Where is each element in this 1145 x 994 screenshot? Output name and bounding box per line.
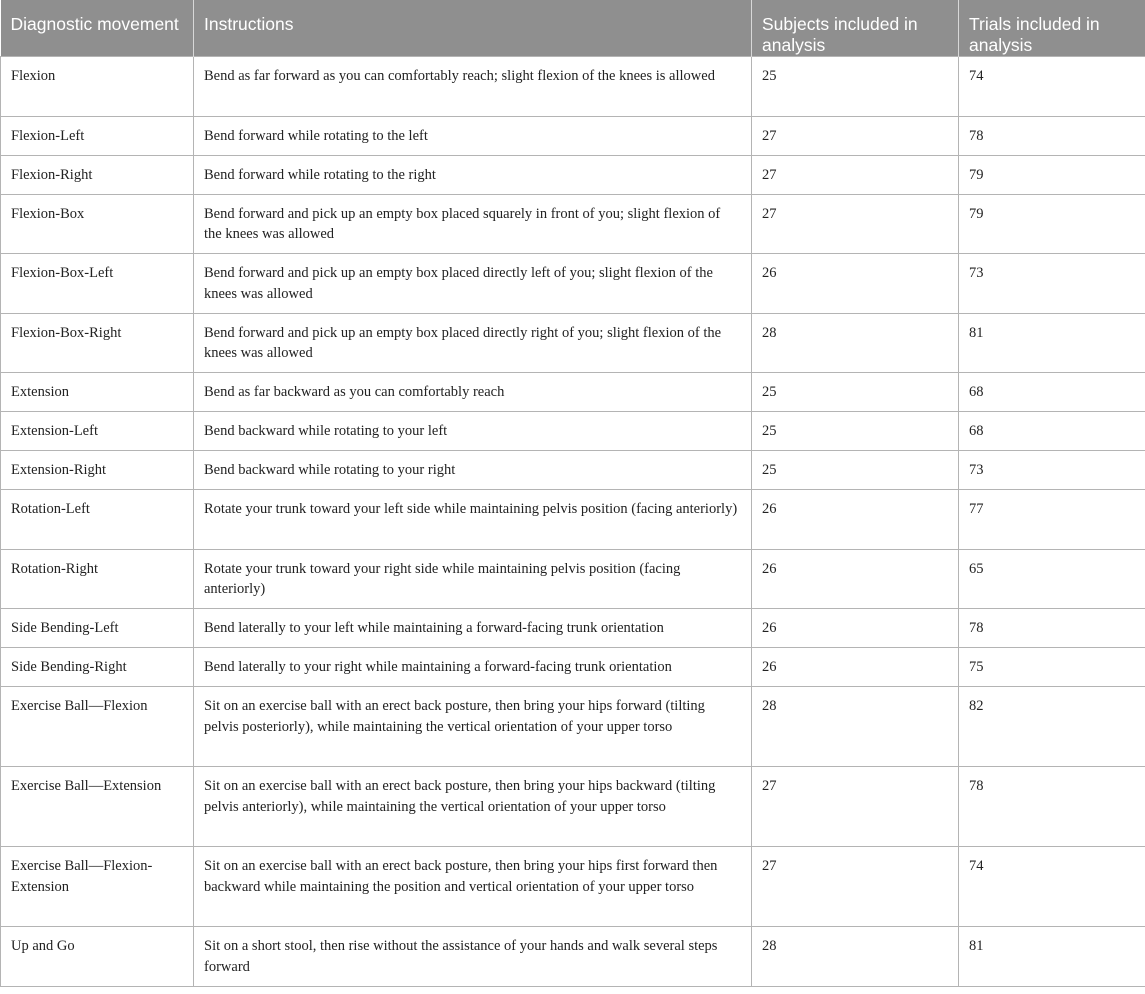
cell-movement: Exercise Ball—Flexion bbox=[1, 687, 194, 767]
cell-trials: 74 bbox=[959, 847, 1145, 927]
table-body bbox=[1, 57, 1145, 987]
table-row bbox=[1, 412, 1145, 451]
cell-movement: Side Bending-Right bbox=[1, 648, 194, 687]
cell-trials: 75 bbox=[959, 648, 1145, 687]
table-row bbox=[1, 116, 1145, 155]
cell-movement: Flexion-Box-Left bbox=[1, 254, 194, 314]
cell-instructions: Bend laterally to your right while maintaining a forward-facing trunk orientation bbox=[194, 648, 752, 687]
cell-instructions: Bend forward and pick up an empty box placed directly left of you; slight flexion of the knees was allowed bbox=[194, 254, 752, 314]
table-header bbox=[1, 0, 1145, 57]
table-row bbox=[1, 927, 1145, 987]
cell-movement: Up and Go bbox=[1, 927, 194, 987]
cell-movement: Flexion-Box-Right bbox=[1, 313, 194, 373]
cell-subjects: 26 bbox=[752, 648, 959, 687]
table-row bbox=[1, 254, 1145, 314]
cell-subjects: 27 bbox=[752, 155, 959, 194]
cell-instructions: Sit on an exercise ball with an erect back posture, then bring your hips forward (tilting pelvis posteriorly), while maintaining the vertical orientation of your upper torso bbox=[194, 687, 752, 767]
cell-subjects: 26 bbox=[752, 254, 959, 314]
header-trials: Trials included in analysis bbox=[959, 0, 1145, 57]
cell-instructions: Bend backward while rotating to your right bbox=[194, 451, 752, 490]
cell-trials: 73 bbox=[959, 254, 1145, 314]
cell-trials: 68 bbox=[959, 373, 1145, 412]
cell-movement: Flexion-Left bbox=[1, 116, 194, 155]
cell-instructions: Bend backward while rotating to your left bbox=[194, 412, 752, 451]
cell-instructions: Sit on an exercise ball with an erect back posture, then bring your hips first forward then backward while maintaining the position and vertical orientation of your upper torso bbox=[194, 847, 752, 927]
cell-trials: 78 bbox=[959, 116, 1145, 155]
cell-movement: Rotation-Right bbox=[1, 549, 194, 609]
cell-trials: 81 bbox=[959, 313, 1145, 373]
cell-movement: Rotation-Left bbox=[1, 490, 194, 550]
table-row bbox=[1, 609, 1145, 648]
cell-trials: 74 bbox=[959, 57, 1145, 117]
cell-instructions: Bend laterally to your left while maintaining a forward-facing trunk orientation bbox=[194, 609, 752, 648]
cell-subjects: 27 bbox=[752, 767, 959, 847]
header-diagnostic-movement: Diagnostic movement bbox=[1, 0, 194, 57]
cell-subjects: 25 bbox=[752, 412, 959, 451]
cell-trials: 68 bbox=[959, 412, 1145, 451]
table-row bbox=[1, 451, 1145, 490]
table-row bbox=[1, 847, 1145, 927]
header-row bbox=[1, 0, 1145, 57]
cell-movement: Extension bbox=[1, 373, 194, 412]
cell-instructions: Bend forward while rotating to the right bbox=[194, 155, 752, 194]
table-row bbox=[1, 687, 1145, 767]
cell-trials: 65 bbox=[959, 549, 1145, 609]
table-row bbox=[1, 549, 1145, 609]
cell-subjects: 27 bbox=[752, 194, 959, 254]
table-row bbox=[1, 194, 1145, 254]
cell-movement: Extension-Right bbox=[1, 451, 194, 490]
cell-instructions: Bend forward while rotating to the left bbox=[194, 116, 752, 155]
table-row bbox=[1, 490, 1145, 550]
cell-instructions: Bend as far backward as you can comfortably reach bbox=[194, 373, 752, 412]
cell-instructions: Rotate your trunk toward your left side while maintaining pelvis position (facing anteriorly) bbox=[194, 490, 752, 550]
cell-instructions: Bend as far forward as you can comfortably reach; slight flexion of the knees is allowed bbox=[194, 57, 752, 117]
cell-subjects: 26 bbox=[752, 549, 959, 609]
cell-movement: Exercise Ball—Extension bbox=[1, 767, 194, 847]
cell-subjects: 25 bbox=[752, 57, 959, 117]
cell-subjects: 27 bbox=[752, 847, 959, 927]
cell-subjects: 28 bbox=[752, 927, 959, 987]
table-row bbox=[1, 57, 1145, 117]
cell-subjects: 26 bbox=[752, 490, 959, 550]
cell-movement: Flexion-Right bbox=[1, 155, 194, 194]
cell-movement: Flexion bbox=[1, 57, 194, 117]
header-subjects: Subjects included in analysis bbox=[752, 0, 959, 57]
table-row bbox=[1, 155, 1145, 194]
cell-trials: 81 bbox=[959, 927, 1145, 987]
cell-movement: Side Bending-Left bbox=[1, 609, 194, 648]
cell-trials: 78 bbox=[959, 609, 1145, 648]
cell-subjects: 27 bbox=[752, 116, 959, 155]
cell-instructions: Sit on a short stool, then rise without the assistance of your hands and walk several steps forward bbox=[194, 927, 752, 987]
cell-subjects: 28 bbox=[752, 687, 959, 767]
table-row bbox=[1, 767, 1145, 847]
cell-trials: 79 bbox=[959, 155, 1145, 194]
cell-trials: 73 bbox=[959, 451, 1145, 490]
cell-trials: 77 bbox=[959, 490, 1145, 550]
cell-instructions: Bend forward and pick up an empty box placed directly right of you; slight flexion of the knees was allowed bbox=[194, 313, 752, 373]
table-row bbox=[1, 373, 1145, 412]
cell-trials: 82 bbox=[959, 687, 1145, 767]
cell-instructions: Sit on an exercise ball with an erect back posture, then bring your hips backward (tilting pelvis anteriorly), while maintaining the vertical orientation of your upper torso bbox=[194, 767, 752, 847]
cell-subjects: 26 bbox=[752, 609, 959, 648]
table-row bbox=[1, 313, 1145, 373]
cell-subjects: 25 bbox=[752, 451, 959, 490]
cell-subjects: 25 bbox=[752, 373, 959, 412]
header-instructions: Instructions bbox=[194, 0, 752, 57]
cell-subjects: 28 bbox=[752, 313, 959, 373]
cell-instructions: Bend forward and pick up an empty box placed squarely in front of you; slight flexion of the knees was allowed bbox=[194, 194, 752, 254]
cell-instructions: Rotate your trunk toward your right side while maintaining pelvis position (facing anteriorly) bbox=[194, 549, 752, 609]
cell-trials: 78 bbox=[959, 767, 1145, 847]
cell-trials: 79 bbox=[959, 194, 1145, 254]
cell-movement: Flexion-Box bbox=[1, 194, 194, 254]
table-row bbox=[1, 648, 1145, 687]
cell-movement: Extension-Left bbox=[1, 412, 194, 451]
cell-movement: Exercise Ball—Flexion-Extension bbox=[1, 847, 194, 927]
